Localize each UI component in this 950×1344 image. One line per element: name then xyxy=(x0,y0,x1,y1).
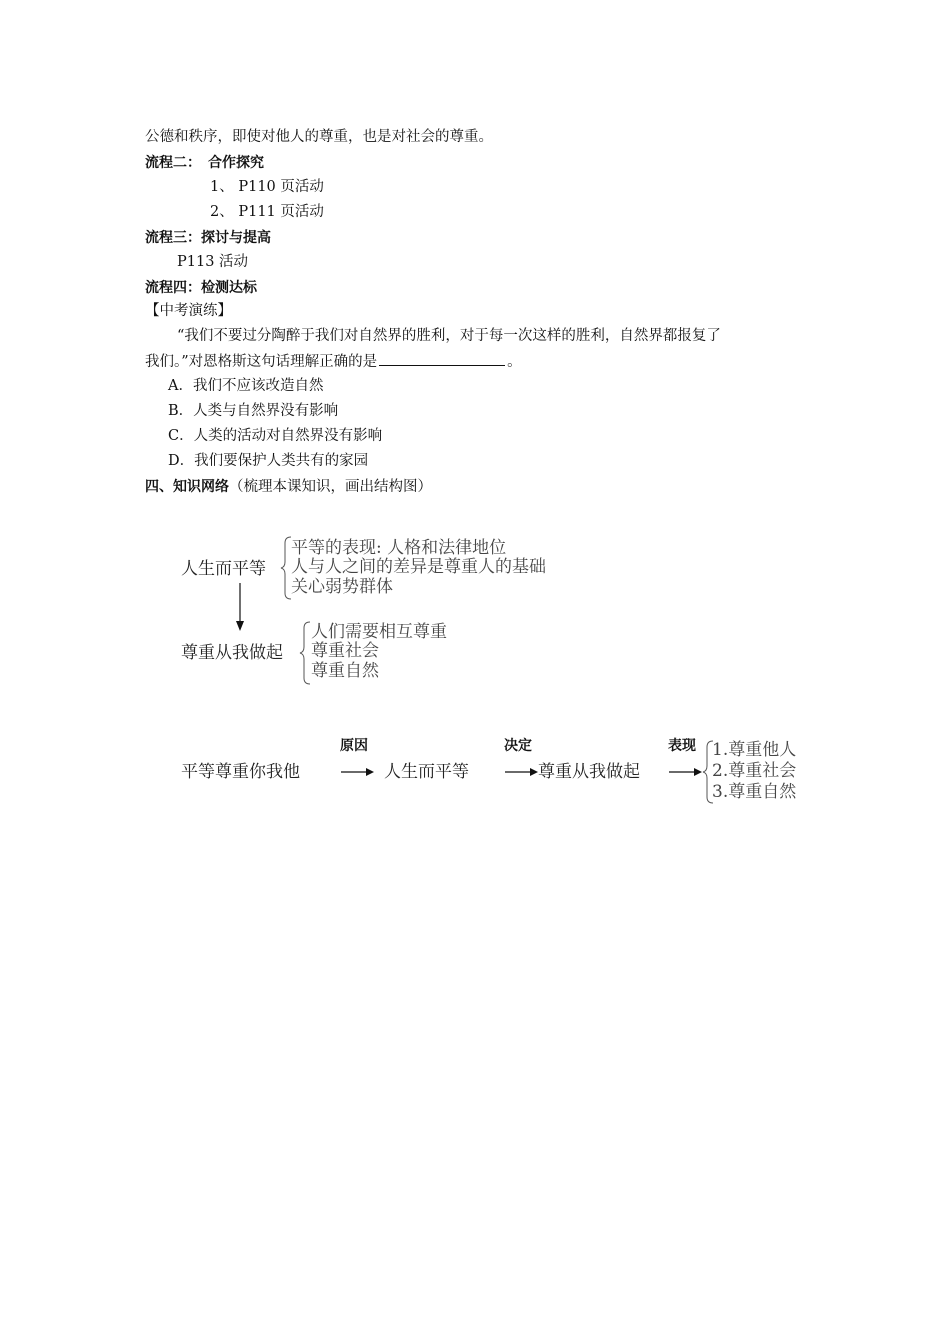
brace-top xyxy=(281,537,291,599)
label-manifest: 表现 xyxy=(668,738,696,754)
node-top-item-3: 关心弱势群体 xyxy=(291,577,393,597)
node-bottom-item-2: 尊重社会 xyxy=(311,641,379,661)
option-a: A．我们不应该改造自然 xyxy=(168,378,324,394)
step4-title: 流程四：检测达标 xyxy=(145,280,257,296)
question-text: 我们。”对恩格斯这句话理解正确的是 xyxy=(145,354,378,370)
node-mid-1: 人生而平等 xyxy=(384,762,469,782)
item-3: 3.尊重自然 xyxy=(712,782,797,802)
question-line-1: “我们不要过分陶醉于我们对自然界的胜利，对于每一次这样的胜利，自然界都报复了 xyxy=(177,328,721,344)
arrow-down-head xyxy=(236,621,244,631)
step2-item-1: 1、 P110 页活动 xyxy=(210,179,324,195)
question-end: 。 xyxy=(507,354,522,370)
node-bottom-item-3: 尊重自然 xyxy=(311,661,379,681)
step3-item: P113 活动 xyxy=(177,254,249,270)
arrow-3-head xyxy=(694,768,702,776)
label-determine: 决定 xyxy=(504,738,532,754)
item-2: 2.尊重社会 xyxy=(712,761,797,781)
item-1: 1.尊重他人 xyxy=(712,740,797,760)
arrow-2-head xyxy=(530,768,538,776)
option-d: D．我们要保护人类共有的家园 xyxy=(168,453,369,469)
text-line-top: 公德和秩序，即使对他人的尊重，也是对社会的尊重。 xyxy=(145,129,493,145)
brace-bottom xyxy=(300,622,310,684)
step2-item-2: 2、 P111 页活动 xyxy=(210,204,324,220)
node-start: 平等尊重你我他 xyxy=(181,762,300,782)
option-c: C．人类的活动对自然界没有影响 xyxy=(168,428,383,444)
label-reason: 原因 xyxy=(340,738,368,754)
node-mid-2: 尊重从我做起 xyxy=(538,762,640,782)
node-equal-born: 人生而平等 xyxy=(181,559,266,579)
section4-note: （梳理本课知识，画出结构图） xyxy=(229,479,432,495)
exam-title: 【中考演练】 xyxy=(145,303,232,319)
node-respect-start: 尊重从我做起 xyxy=(181,643,283,663)
node-bottom-item-1: 人们需要相互尊重 xyxy=(311,622,447,642)
arrow-1-head xyxy=(366,768,374,776)
section4-title: 四、知识网络 xyxy=(145,479,229,495)
node-top-item-2: 人与人之间的差异是尊重人的基础 xyxy=(291,557,546,577)
option-b: B．人类与自然界没有影响 xyxy=(168,403,339,419)
step2-title: 流程二： 合作探究 xyxy=(145,155,264,171)
step3-title: 流程三：探讨与提高 xyxy=(145,230,271,246)
node-top-item-1: 平等的表现: 人格和法律地位 xyxy=(291,538,507,558)
